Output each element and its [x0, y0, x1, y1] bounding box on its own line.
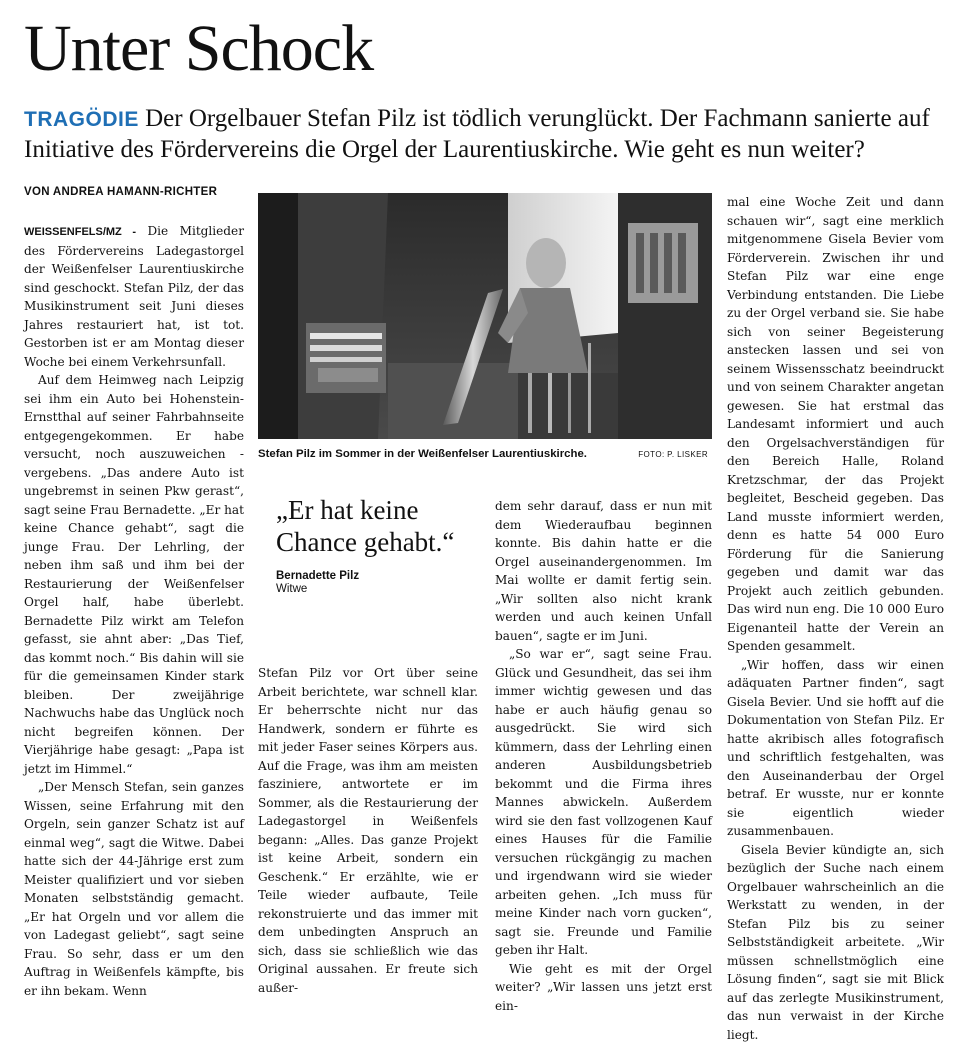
headline: Unter Schock [24, 10, 373, 88]
paragraph: Auf dem Heimweg nach Leipzig sei ihm ein Auto bei Hohenstein-Ernstthal auf seiner Fahrbahnseite entgegengekommen. Er habe versucht, noch auszuweichen - vergebens. „Das andere Auto ist ungebremst in seinen Pkw gerast“, sagt seine Frau Bernadette. „Er hat keine Chance gehabt“, sagt die junge Frau. Der Lehrling, der neben ihm saß und ihm bei der Restaurierung der Weißenfelser Orgel half, habe überlebt. Bernadette Pilz wirkt am Telefon gefasst, sie ahnt aber: „Das Tief, das kommt noch.“ Bis dahin will sie für die gemeinsamen Kinder stark bleiben. Der zweijährige Nachwuchs habe das Unglück noch nicht begreifen können. Der Vierjährige habe gesagt: „Papa ist jetzt im Himmel.“ [24, 371, 244, 778]
dek-text: Der Orgelbauer Stefan Pilz ist tödlich verunglückt. Der Fachmann sanierte auf Initiative des Fördervereins die Orgel der Laurentiuskirche. Wie geht es nun weiter? [24, 105, 930, 163]
paragraph: Stefan Pilz vor Ort über seine Arbeit berichtete, war schnell klar. Er beherrschte nicht nur das Handwerk, sondern er führte es mit jeder Faser seines Körpers aus. Auf die Frage, was ihm am meisten fasziniere, antwortete er im Sommer, als die Restaurierung der Ladegastorgel in Weißenfels begann: „Alles. Das ganze Projekt ist keine Arbeit, sondern ein Geschenk.“ Er erzählte, wie er Teile wieder aufbaute, Teile rekonstruierte und das immer mit dem unbedingten Anspruch an sich, dass sie schließlich wie das Original aussahen. Er freute sich außer- [258, 664, 478, 997]
paragraph-text: Die Mitglieder des Fördervereins Ladegastorgel der Weißenfelser Laurentiuskirche sind geschockt. Stefan Pilz, der das Musikinstrument seit Juni dieses Jahres restauriert hat, ist tot. Gestorben ist er am Montag dieser Woche bei einem Verkehrsunfall. [24, 224, 244, 369]
paragraph: Gisela Bevier kündigte an, sich bezüglich der Suche nach einem Orgelbauer wahrscheinlich an die Werkstatt zu wenden, in der Stefan Pilz bis zu seiner Selbstständigkeit arbeitete. „Wir müssen schnellstmöglich eine Lösung finden“, sagt sie mit Blick auf das zerlegte Musikinstrument, das nun verwaist in der Kirche liegt. [727, 841, 944, 1044]
pull-quote-attribution: Bernadette Pilz [276, 570, 476, 582]
dek [24, 104, 944, 165]
paragraph: „So war er“, sagt seine Frau. Glück und Gesundheit, das sei ihm immer wichtig gewesen und das habe er auch häufig genau so ausgedrückt. Sie wird sich kümmern, dass der Lehrling einen anderen Ausbildungsbetrieb bekommt und die Firma ihres Mannes abwickeln. Außerdem wird sie den fast vollzogenen Kauf eines Hauses für die Familie versuchen rückgängig zu machen und irgendwann wird sie wieder arbeiten gehen. „Ich muss für meine Kinder nach vorn gucken“, sagt sie. Freunde und Familie geben ihr Halt. [495, 645, 712, 960]
organ-builder-photo [258, 193, 712, 439]
photo-credit: FOTO: P. LISKER [638, 450, 708, 459]
article-column-4 [727, 193, 944, 1044]
paragraph: „Der Mensch Stefan, sein ganzes Wissen, seine Erfahrung mit den Orgeln, sein ganzer Schatz ist auf einmal weg“, sagt die Witwe. Dabei hatte sich der 44-Jährige erst zum Meister qualifiziert und vor sieben Monaten selbstständig gemacht. „Er hat Orgeln und vor allem die von Ladegast geliebt“, sagt seine Frau. So sehr, dass er um den Auftrag in Weißenfels kämpfte, bis er ihn bekam. Wenn [24, 778, 244, 1000]
byline: VON ANDREA HAMANN-RICHTER [24, 186, 217, 198]
pull-quote-text: „Er hat keine Chance gehabt.“ [276, 494, 476, 558]
kicker: TRAGÖDIE [24, 108, 139, 131]
article-photo [258, 193, 712, 439]
pull-quote [276, 494, 476, 595]
dateline: WEISSENFELS/MZ - [24, 226, 136, 238]
article-column-2 [258, 664, 478, 997]
paragraph: dem sehr darauf, dass er nun mit dem Wiederaufbau beginnen konnte. Bis dahin hatte er die Orgel auseinandergenommen. Im Mai wollte er damit fertig sein. „Wir sollten also nicht krank werden und auch keinen Unfall bauen“, sagte er im Juni. [495, 497, 712, 645]
pull-quote-role: Witwe [276, 583, 476, 595]
paragraph [24, 222, 244, 371]
paragraph: Wie geht es mit der Orgel weiter? „Wir lassen uns jetzt erst ein- [495, 960, 712, 1016]
paragraph: „Wir hoffen, dass wir einen adäquaten Partner finden“, sagt Gisela Bevier. Und sie hofft auf die Dokumentation von Stefan Pilz. Er hatte akribisch alles fotografisch und schriftlich festgehalten, was den Auseinanderbau der Orgel betraf. Er wusste, nur er konnte sie eigentlich wieder zusammenbauen. [727, 656, 944, 841]
photo-caption [258, 448, 712, 464]
paragraph: mal eine Woche Zeit und dann schauen wir“, sagt eine merklich mitgenommene Gisela Bevier vom Förderverein. Zwischen ihr und Stefan Pilz war eine enge Verbindung entstanden. Die Liebe zu der Orgel verband sie. Sie habe sich von seiner Begeisterung anstecken lassen und sei von seinem Wissensschatz beeindruckt und von seinem Charakter angetan gewesen. Sie hat erstmal das Landesamt informiert und auch den Orgelsachverständigen für den Bereich Halle, Roland Kretzschmar, der das Projekt begleitet, Bescheid gegeben. Das Land musste informiert werden, denn es hatte 54 000 Euro Förderung für die Sanierung gegeben und damit war das Projekt auch zeitlich gebunden. Das wird nun eng. Die 10 000 Euro Eigenanteil hatte der Verein an Spenden gesammelt. [727, 193, 944, 656]
article-column-3 [495, 497, 712, 1015]
caption-text: Stefan Pilz im Sommer in der Weißenfelser Laurentiuskirche. [258, 448, 587, 460]
article-column-1 [24, 222, 244, 1000]
